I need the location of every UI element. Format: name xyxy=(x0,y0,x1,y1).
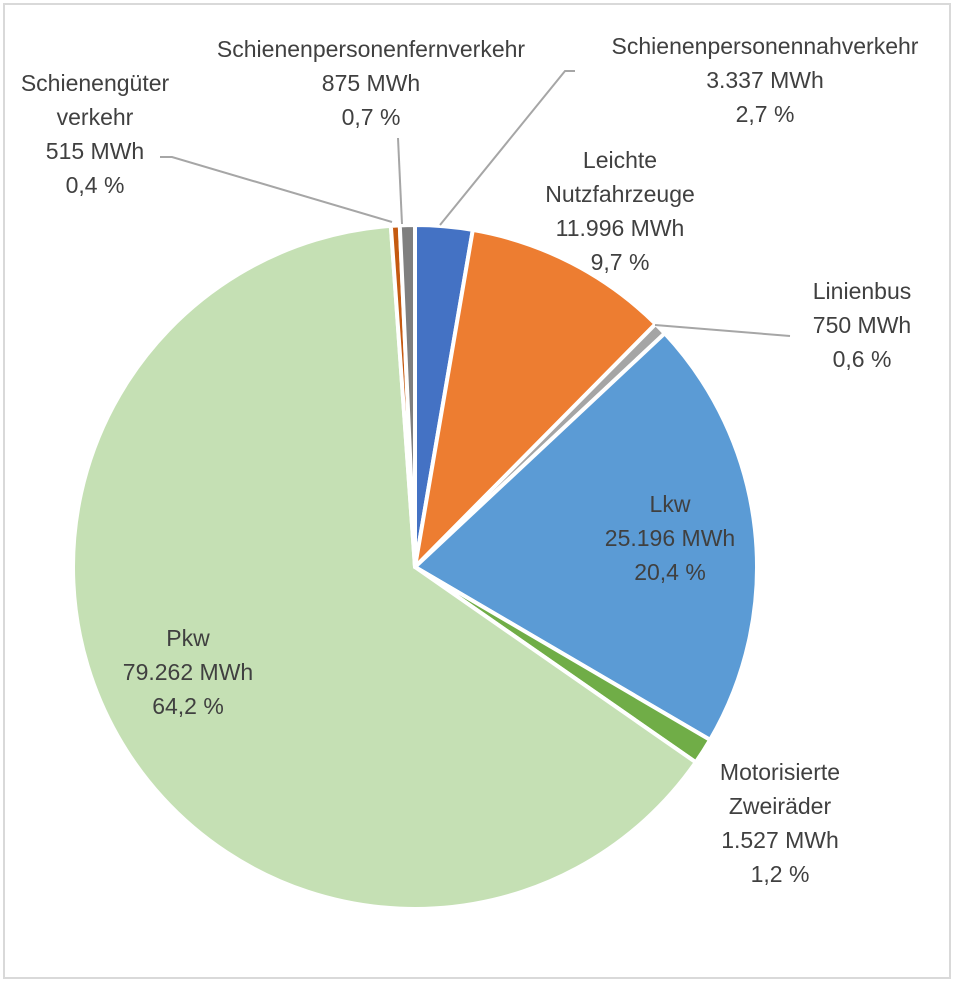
label-value: 875 MWh xyxy=(321,70,421,96)
data-label xyxy=(813,278,911,372)
label-name: Schienenpersonenfernverkehr xyxy=(216,36,526,62)
label-name: Lkw xyxy=(649,491,691,517)
label-name: Nutzfahrzeuge xyxy=(545,181,695,207)
label-percent: 9,7 % xyxy=(590,249,650,275)
label-name: Schienenpersonennahverkehr xyxy=(611,33,919,59)
label-value: 1.527 MWh xyxy=(721,827,839,853)
data-label xyxy=(545,147,695,275)
leader-line xyxy=(398,138,402,224)
data-label xyxy=(21,70,170,198)
label-name: Schienengüter xyxy=(20,70,170,96)
leader-line xyxy=(655,325,790,336)
label-name: Leichte xyxy=(582,147,658,173)
label-percent: 20,4 % xyxy=(634,559,706,585)
label-percent: 2,7 % xyxy=(735,101,795,127)
label-percent: 64,2 % xyxy=(152,693,224,719)
label-value: 25.196 MWh xyxy=(604,525,736,551)
label-value: 79.262 MWh xyxy=(122,659,254,685)
label-value: 11.996 MWh xyxy=(555,215,685,241)
data-label xyxy=(612,33,919,127)
label-name: Pkw xyxy=(166,625,210,651)
label-name: Linienbus xyxy=(812,278,912,304)
label-name: Motorisierte xyxy=(719,759,841,785)
label-percent: 1,2 % xyxy=(750,861,810,887)
label-percent: 0,6 % xyxy=(832,346,892,372)
label-value: 3.337 MWh xyxy=(706,67,824,93)
label-name: verkehr xyxy=(56,104,134,130)
label-percent: 0,7 % xyxy=(341,104,401,130)
data-label xyxy=(217,36,525,130)
label-percent: 0,4 % xyxy=(65,172,125,198)
label-value: 515 MWh xyxy=(45,138,145,164)
leader-line xyxy=(160,157,392,222)
label-name: Zweiräder xyxy=(728,793,832,819)
data-label xyxy=(720,759,840,887)
label-value: 750 MWh xyxy=(812,312,912,338)
